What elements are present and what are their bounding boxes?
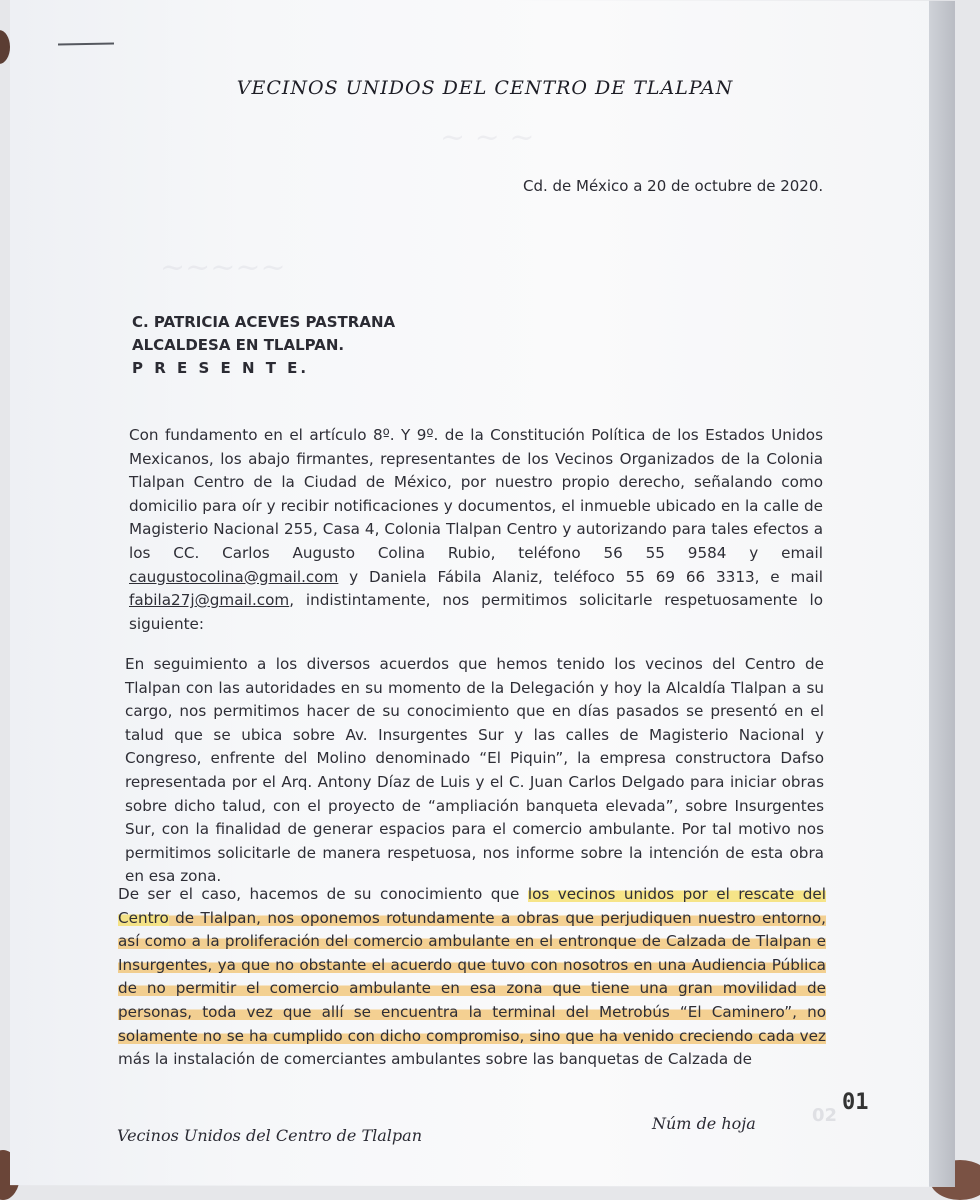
date-line: Cd. de México a 20 de octubre de 2020. bbox=[523, 177, 824, 195]
email-link-1[interactable]: caugustocolina@gmail.com bbox=[129, 567, 339, 586]
page-edge-shadow bbox=[929, 1, 955, 1187]
bleed-through-marks: ~~~~~ bbox=[160, 250, 286, 285]
footer-page-label: Núm de hoja bbox=[652, 1114, 756, 1133]
paragraph-3-text-a: De ser el caso, hacemos de su conocimiento que bbox=[118, 885, 528, 903]
paragraph-3 bbox=[118, 883, 826, 1072]
highlighted-text-orange: de Tlalpan, nos oponemos rotundamente a obras que perjudiquen nuestro entorno, así como a la proliferación del comercio ambulante en el entronque de Calzada de Tlalpan e Insurgentes, ya que no obstante el acuerdo que tuvo con nosotros en una Audiencia Pública de no permitir el comercio ambulante en esa zona que tiene una gran movilidad de personas, toda vez que allí se encuentra la terminal del Metrobús “El Caminero”, no solamente no se ha cumplido con dicho compromiso, sino que ha venido creciendo cada vez bbox=[118, 908, 826, 1045]
faint-stamp-mark: 02 bbox=[812, 1105, 838, 1126]
page-number: 01 bbox=[842, 1090, 869, 1115]
paragraph-1 bbox=[129, 424, 823, 636]
addressee-position: ALCALDESA EN TLALPAN. bbox=[132, 336, 345, 354]
bleed-through-marks: ~ ~ ~ bbox=[440, 120, 535, 155]
paragraph-3-text-b: más la instalación de comerciantes ambulantes sobre las banquetas de Calzada de bbox=[118, 1050, 753, 1069]
paragraph-1-text-a: Con fundamento en el artículo 8º. Y 9º. de la Constitución Política de los Estados Unidos Mexicanos, los abajo firmantes, representantes de los Vecinos Organizados de la Colonia Tlalpan Centro de la Ciudad de México, por nuestro propio derecho, señalando como domicilio para oír y recibir notificaciones y documentos, el inmueble ubicado en la calle de Magisterio Nacional 255, Casa 4, Colonia Tlalpan Centro y autorizando para tales efectos a los CC. Carlos Augusto Colina Rubio, teléfono 56 55 9584 y email bbox=[129, 426, 823, 562]
paragraph-2: En seguimiento a los diversos acuerdos que hemos tenido los vecinos del Centro de Tlalpan con las autoridades en su momento de la Delegación y hoy la Alcaldía Tlalpan a su cargo, nos permitimos hacer de su conocimiento que en días pasados se presentó en el talud que se ubica sobre Av. Insurgentes Sur y las calles de Magisterio Nacional y Congreso, enfrente del Molino denominado “El Piquin”, la empresa constructora Dafso representada por el Arq. Antony Díaz de Luis y el C. Juan Carlos Delgado para iniciar obras sobre dicho talud, con el proyecto de “ampliación banqueta elevada”, sobre Insurgentes Sur, con la finalidad de generar espacios para el comercio ambulante. Por tal motivo nos permitimos solicitarle de manera respetuosa, nos informe sobre la intención de esta obra en esa zona. bbox=[125, 655, 824, 886]
finger-edge-top-left bbox=[0, 30, 10, 64]
email-link-2[interactable]: fabila27j@gmail.com bbox=[129, 591, 290, 610]
addressee-block bbox=[132, 311, 395, 380]
addressee-name: C. PATRICIA ACEVES PASTRANA bbox=[132, 313, 396, 331]
paragraph-1-text-b: y Daniela Fábila Alaniz, teléfoco 55 69 66 3313, e mail bbox=[338, 567, 823, 586]
document-title: VECINOS UNIDOS DEL CENTRO DE TLALPAN bbox=[236, 77, 734, 99]
addressee-presente: P R E S E N T E. bbox=[132, 359, 310, 377]
footer-organization: Vecinos Unidos del Centro de Tlalpan bbox=[117, 1126, 422, 1145]
paragraph-1-text-c: , indistintamente, nos permitimos solicitarle respetuosamente lo siguiente: bbox=[129, 591, 823, 633]
highlighted-text-yellow: los vecinos unidos por el rescate del Centro bbox=[118, 885, 826, 927]
